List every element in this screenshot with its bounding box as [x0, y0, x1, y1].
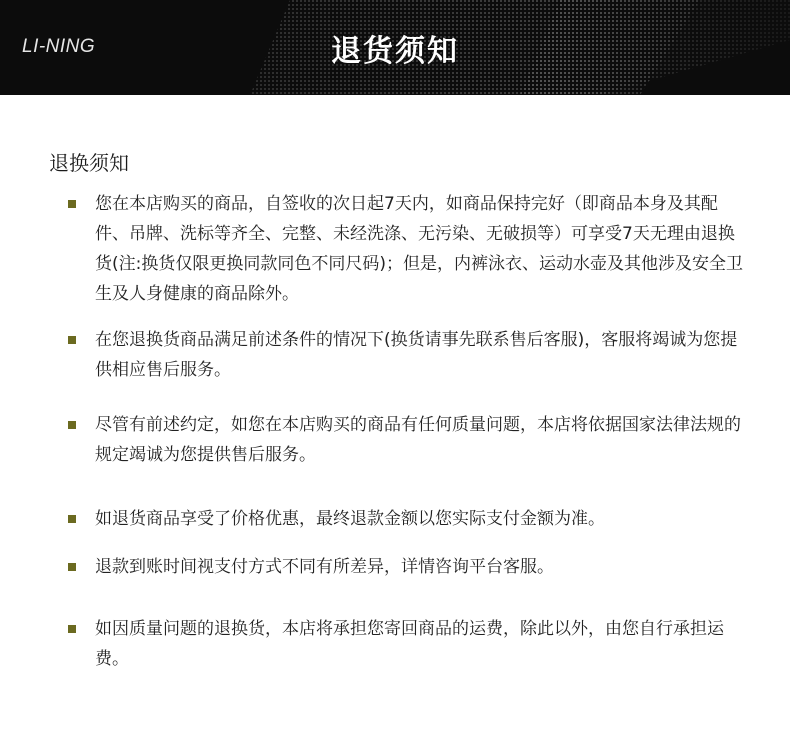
bullet-square-icon	[68, 336, 76, 344]
bullet-square-icon	[68, 421, 76, 429]
bullet-square-icon	[68, 515, 76, 523]
notice-text: 如因质量问题的退换货，本店将承担您寄回商品的运费，除此以外，由您自行承担运费。	[95, 619, 724, 669]
bullet-square-icon	[68, 625, 76, 633]
notice-item	[68, 504, 748, 534]
notice-text: 在您退换货商品满足前述条件的情况下(换货请事先联系售后客服)，客服将竭诚为您提供相应售后服务。	[95, 330, 738, 380]
section-title: 退换须知	[49, 151, 129, 175]
notice-item	[68, 552, 748, 582]
bullet-square-icon	[68, 563, 76, 571]
notice-text: 如退货商品享受了价格优惠，最终退款金额以您实际支付金额为准。	[95, 509, 605, 529]
notice-item	[68, 614, 748, 674]
notice-text: 尽管有前述约定，如您在本店购买的商品有任何质量问题，本店将依据国家法律法规的规定竭诚为您提供售后服务。	[95, 415, 741, 465]
brand-logo-text: LI-NING	[22, 36, 96, 57]
notice-text: 您在本店购买的商品，自签收的次日起7天内，如商品保持完好（即商品本身及其配件、吊牌、洗标等齐全、完整、未经洗涤、无污染、无破损等）可享受7天无理由退换货(注:换货仅限更换同款同色不同尺码)；但是，内裤泳衣、运动水壶及其他涉及安全卫生及人身健康的商品除外。	[95, 194, 743, 304]
bullet-square-icon	[68, 200, 76, 208]
notice-item	[68, 189, 748, 309]
notice-text: 退款到账时间视支付方式不同有所差异，详情咨询平台客服。	[95, 557, 554, 577]
header-banner	[0, 0, 790, 95]
notice-item	[68, 325, 748, 385]
banner-title: 退货须知	[331, 34, 459, 69]
notice-item	[68, 410, 748, 470]
